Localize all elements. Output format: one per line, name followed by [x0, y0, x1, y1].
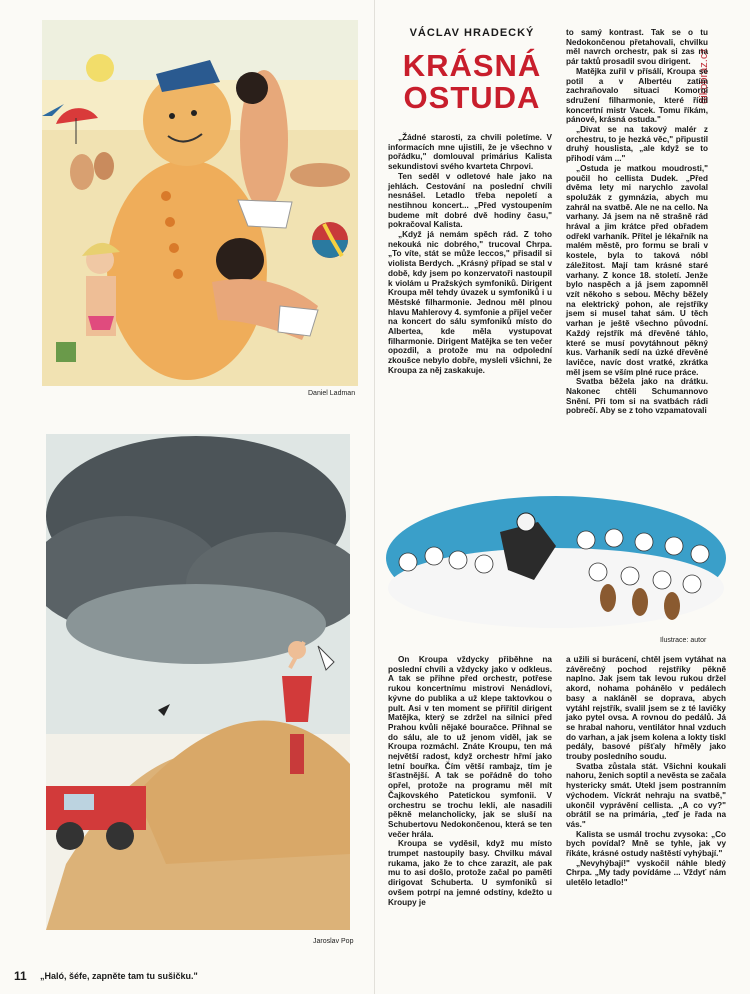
article-column-3: [388, 655, 552, 907]
paragraph: a užili si burácení, chtěl jsem vytáhat na závěrečný pochod rejstříky pěkně naplno. Jak jsem tak levou rukou držel akord, nohama pohánělo v pedálech basy a nakláněl se doprava, abych vytáhl rejstřík, svalil jsem se z té lavičky jako pytel ovsa. A rovnou do pedálů. Já se hrabal nahoru, ventilátor hnal vzduch do varhan, a jak jsem kolena a lokty tiskl pedály, basové píšťaly hřměly jako trouby posledního soudu.: [566, 655, 726, 762]
cartoon-caption: „Haló, šéfe, zapněte tam tu sušičku.": [40, 971, 198, 981]
column-gutter-line: [374, 0, 375, 994]
paragraph: „Když já nemám spěch rád. Z toho nekouká nic dobrého," trucoval Chrpa. „To víte, stát se může leccos," přisadil si violista Berdych. „Krásný případ se stal v době, kdy jsem po konzervatoři nastoupil k violám u Pražských symfoniků. Dirigent Kroupa měl tehdy úvazek u symfoniků i u Městské filharmonie. Jednou měl plnou hlavu Mahlerovy 4. symfonie a přijel večer na koncert do sálu symfoniků místo do Albertea, kde měla vystupovat filharmonie. Dirigent Matějka se ten večer opozdil, a protože mu na odpolední zkoušce nebylo dobře, mysleli všichni, že Kroupa za něj zaskakuje.: [388, 230, 552, 375]
article-column-2: [566, 28, 708, 416]
article-column-4: [566, 655, 726, 888]
sand-illustration-credit: Jaroslav Pop: [313, 938, 354, 945]
site-name: dikobraz.cz: [697, 48, 710, 104]
paragraph: Kroupa se vyděsil, když mu místo trumpet nastoupily basy. Chvilku mával rukama, jako že to chce zarazit, ale pak mu to asi došlo, protože začal po paměti dirigovat Schuberta. U symfoniků si ovšem potrpí na jemné odstíny, kdežto u Kroupy je: [388, 839, 552, 907]
page-number: 11: [14, 969, 27, 983]
orchestra-illustration: [386, 492, 726, 632]
article-title: [388, 50, 556, 114]
orchestra-illustration-credit: Ilustrace: autor: [660, 637, 707, 644]
article-column-1: [388, 133, 552, 376]
site-watermark: [697, 20, 744, 138]
title-line-2: OSTUDA: [403, 80, 541, 115]
paragraph: „Nevyhýbají!" vyskočil náhle bledý Chrpa. „My tady povídáme ... Vždyť nám uletělo letadlo!": [566, 858, 726, 888]
paragraph: Svatba zůstala stát. Všichni koukali nahoru, ženich soptil a nevěsta se začala hystericky smát. Utekl jsem postranním východem. Víckrát nehraju na svatbě," ukončil vyprávění cellista. „A co vy?" obrátil se na primária, „teď je řada na vás.": [566, 761, 726, 829]
beach-illustration-credit: Daniel Ladman: [308, 390, 356, 397]
title-line-1: KRÁSNÁ: [402, 48, 542, 83]
article-author: VÁCLAV HRADECKÝ: [409, 27, 535, 39]
paragraph: Svatba běžela jako na drátku. Nakonec chtěli Schumannovo Snění. Při tom si na svatbách rádi pobrečí. Aby se z toho vzpamatovali: [566, 377, 708, 416]
paragraph: to samý kontrast. Tak se o tu Nedokončenou přetahovali, chvilku měl navrch orchestr, pak si zas na pár taktů prosadil svou dirigent.: [566, 28, 708, 67]
paragraph: „Žádné starosti, za chvili poletíme. V informacích mne ujistili, že je všechno v pořádku," domlouval primárius Kalista sekundistovi svého kvarteta Chrpovi.: [388, 133, 552, 172]
storm-cloud-sand-illustration: [46, 434, 350, 930]
beach-snowman-illustration: [42, 20, 358, 386]
paragraph: On Kroupa vždycky přiběhne na poslední chvíli a vždycky jako v odkleus. A tak se přihne před orchestr, potřese rukou koncertnímu mistrovi Nenádlovi, kývne do publika a už klepe taktovkou o pult. Asi v ten moment se přiřítil dirigent Matějka, který se zdržel na silnici před Prahou kvůli nějaké bouračce. Přihnal se do sálu, ale to už jenom viděl, jak se Kroupa rozmáchl. Znáte Kroupu, ten má největší radost, když orchestr hřmí jako letní bouřka. Čím větší rambajz, tím je šťastnější. A tak se pořádně do toho opřel, protože na programu měl mít Čajkovského Patetickou symfonii. V orchestru se trochu lekli, ale nasadili pěkně melancholicky, jak se sluší na Schubertovu Nedokončenou, která se ten večer hrála.: [388, 655, 552, 839]
paragraph: „Divat se na takový malér z orchestru, to je hezká věc," připustil druhý houslista, „ale když se to přihodí vám ...": [566, 125, 708, 164]
paragraph: Kalista se usmál trochu zvysoka: „Co bych povídal? Mně se tyhle, jak vy říkáte, krásné ostudy naštěstí vyhýbají.": [566, 829, 726, 859]
paragraph: „Ostuda je matkou moudrosti," poučil ho cellista Dudek. „Před dvěma lety mi narychlo zavolal spolužák z gymnázia, abych mu zahrál na svatbě. Ale ne na cello. Na varhany. Já jsem na ně strašně rád hrával a jim krátce před obřadem odřekl varhaník. Přítel je lékařník na malém městě, pro formu se brali v kostele, byla to taková nóbl záležitost. Mají tam krásné staré varhany. Z konce 18. století. Jenže bylo naspěch a já jsem zapomněl vzít někoho s sebou. Měchy běžely na elektrický pohon, ale rejstříky jsem si musel tahat sám. U těch varhan je ještě všechno původní. Každý rejstřík má dřevěné táhlo, které se musí povytáhnout pěkný kus. Varhaník sedí na úzké dřevěné lavičce, navíc dost vratké, zkrátka měl jsem se vším plné ruce práce.: [566, 163, 708, 377]
paragraph: Matějka zuřil v přísálí, Kroupa se potil a v Albertéu zatím zachraňovalo situaci Komorní sdružení filharmonie, které řídil koncertní mistr Vacek. Tomu říkám, pánové, krásná ostuda.": [566, 66, 708, 125]
paragraph: Ten seděl v odletové hale jako na jehlách. Cestování na poslední chvíli nesnášel. Letadlo třeba nepoletí a nestihnou koncert... „Před vystoupením budeme mít dobré dvě hodiny času," pokračoval Kalista.: [388, 171, 552, 230]
